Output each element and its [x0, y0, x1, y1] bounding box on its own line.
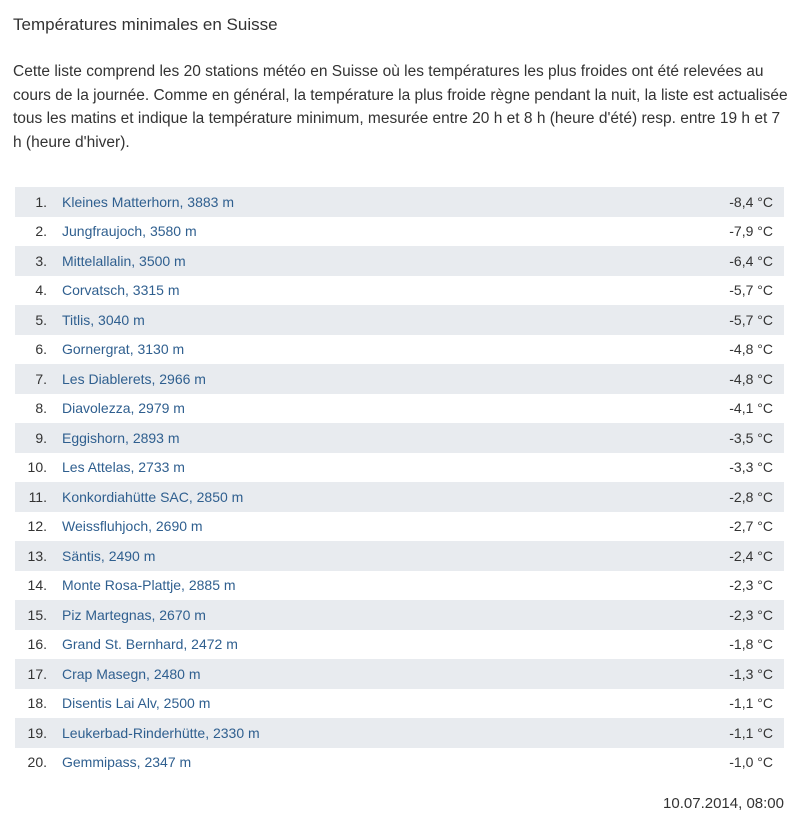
station-row — [15, 187, 784, 217]
station-temperature: -3,3 °C — [729, 459, 773, 476]
station-temperature: -2,8 °C — [729, 488, 773, 505]
station-temperature: -6,4 °C — [729, 252, 773, 269]
station-row — [15, 630, 784, 660]
station-row — [15, 748, 784, 778]
station-row — [15, 571, 784, 601]
station-temperature: -2,3 °C — [729, 606, 773, 623]
station-temperature: -4,1 °C — [729, 400, 773, 417]
station-rank: 1. — [35, 193, 47, 210]
station-temperature: -1,3 °C — [729, 665, 773, 682]
station-temperature: -2,7 °C — [729, 518, 773, 535]
station-link[interactable]: Konkordiahütte SAC, 2850 m — [62, 488, 244, 505]
station-link[interactable]: Monte Rosa-Plattje, 2885 m — [62, 577, 236, 594]
intro-paragraph: Cette liste comprend les 20 stations météo en Suisse où les températures les plus froides ont été relevées au cours de la journée. Comme en général, la température la plus froide règne pendant la nuit, la liste est actualisée tous les matins et indique la température minimum, mesurée entre 20 h et 8 h (heure d'été) resp. entre 19 h et 7 h (heure d'hiver). — [13, 63, 788, 151]
station-rank: 10. — [27, 459, 47, 476]
station-row — [15, 335, 784, 365]
station-rank: 5. — [35, 311, 47, 328]
station-rank: 18. — [27, 695, 47, 712]
station-rank: 15. — [27, 606, 47, 623]
station-list — [15, 187, 784, 777]
station-row — [15, 718, 784, 748]
page-title: Températures minimales en Suisse — [13, 15, 278, 34]
station-row — [15, 364, 784, 394]
station-link[interactable]: Weissfluhjoch, 2690 m — [62, 518, 203, 535]
station-link[interactable]: Grand St. Bernhard, 2472 m — [62, 636, 238, 653]
station-rank: 8. — [35, 400, 47, 417]
station-row — [15, 246, 784, 276]
station-temperature: -5,7 °C — [729, 282, 773, 299]
station-row — [15, 276, 784, 306]
station-link[interactable]: Gornergrat, 3130 m — [62, 341, 185, 358]
station-rank: 4. — [35, 282, 47, 299]
station-row — [15, 217, 784, 247]
station-link[interactable]: Diavolezza, 2979 m — [62, 400, 185, 417]
station-temperature: -2,4 °C — [729, 547, 773, 564]
station-link[interactable]: Les Diablerets, 2966 m — [62, 370, 206, 387]
station-link[interactable]: Disentis Lai Alv, 2500 m — [62, 695, 211, 712]
station-row — [15, 394, 784, 424]
station-row — [15, 659, 784, 689]
station-rank: 17. — [27, 665, 47, 682]
station-link[interactable]: Eggishorn, 2893 m — [62, 429, 180, 446]
station-link[interactable]: Piz Martegnas, 2670 m — [62, 606, 206, 623]
station-temperature: -1,8 °C — [729, 636, 773, 653]
station-temperature: -1,1 °C — [729, 724, 773, 741]
update-timestamp: 10.07.2014, 08:00 — [663, 795, 784, 812]
station-rank: 20. — [27, 754, 47, 771]
station-rank: 3. — [35, 252, 47, 269]
station-rank: 13. — [27, 547, 47, 564]
station-link[interactable]: Jungfraujoch, 3580 m — [62, 223, 197, 240]
station-link[interactable]: Kleines Matterhorn, 3883 m — [62, 193, 234, 210]
station-temperature: -3,5 °C — [729, 429, 773, 446]
station-temperature: -1,0 °C — [729, 754, 773, 771]
station-row — [15, 423, 784, 453]
station-temperature: -5,7 °C — [729, 311, 773, 328]
station-row — [15, 600, 784, 630]
station-row — [15, 512, 784, 542]
station-temperature: -4,8 °C — [729, 341, 773, 358]
station-link[interactable]: Corvatsch, 3315 m — [62, 282, 180, 299]
station-link[interactable]: Crap Masegn, 2480 m — [62, 665, 201, 682]
station-rank: 14. — [27, 577, 47, 594]
station-rank: 2. — [35, 223, 47, 240]
station-temperature: -1,1 °C — [729, 695, 773, 712]
station-rank: 12. — [27, 518, 47, 535]
station-rank: 19. — [27, 724, 47, 741]
station-link[interactable]: Titlis, 3040 m — [62, 311, 145, 328]
station-rank: 16. — [27, 636, 47, 653]
station-temperature: -2,3 °C — [729, 577, 773, 594]
station-link[interactable]: Säntis, 2490 m — [62, 547, 156, 564]
station-link[interactable]: Leukerbad-Rinderhütte, 2330 m — [62, 724, 260, 741]
station-link[interactable]: Mittelallalin, 3500 m — [62, 252, 186, 269]
station-temperature: -8,4 °C — [729, 193, 773, 210]
station-rank: 7. — [35, 370, 47, 387]
station-row — [15, 689, 784, 719]
station-temperature: -7,9 °C — [729, 223, 773, 240]
station-rank: 9. — [35, 429, 47, 446]
station-rank: 6. — [35, 341, 47, 358]
station-link[interactable]: Gemmipass, 2347 m — [62, 754, 192, 771]
station-row — [15, 482, 784, 512]
station-row — [15, 453, 784, 483]
station-rank: 11. — [28, 488, 47, 505]
station-link[interactable]: Les Attelas, 2733 m — [62, 459, 185, 476]
station-row — [15, 305, 784, 335]
station-temperature: -4,8 °C — [729, 370, 773, 387]
station-row — [15, 541, 784, 571]
